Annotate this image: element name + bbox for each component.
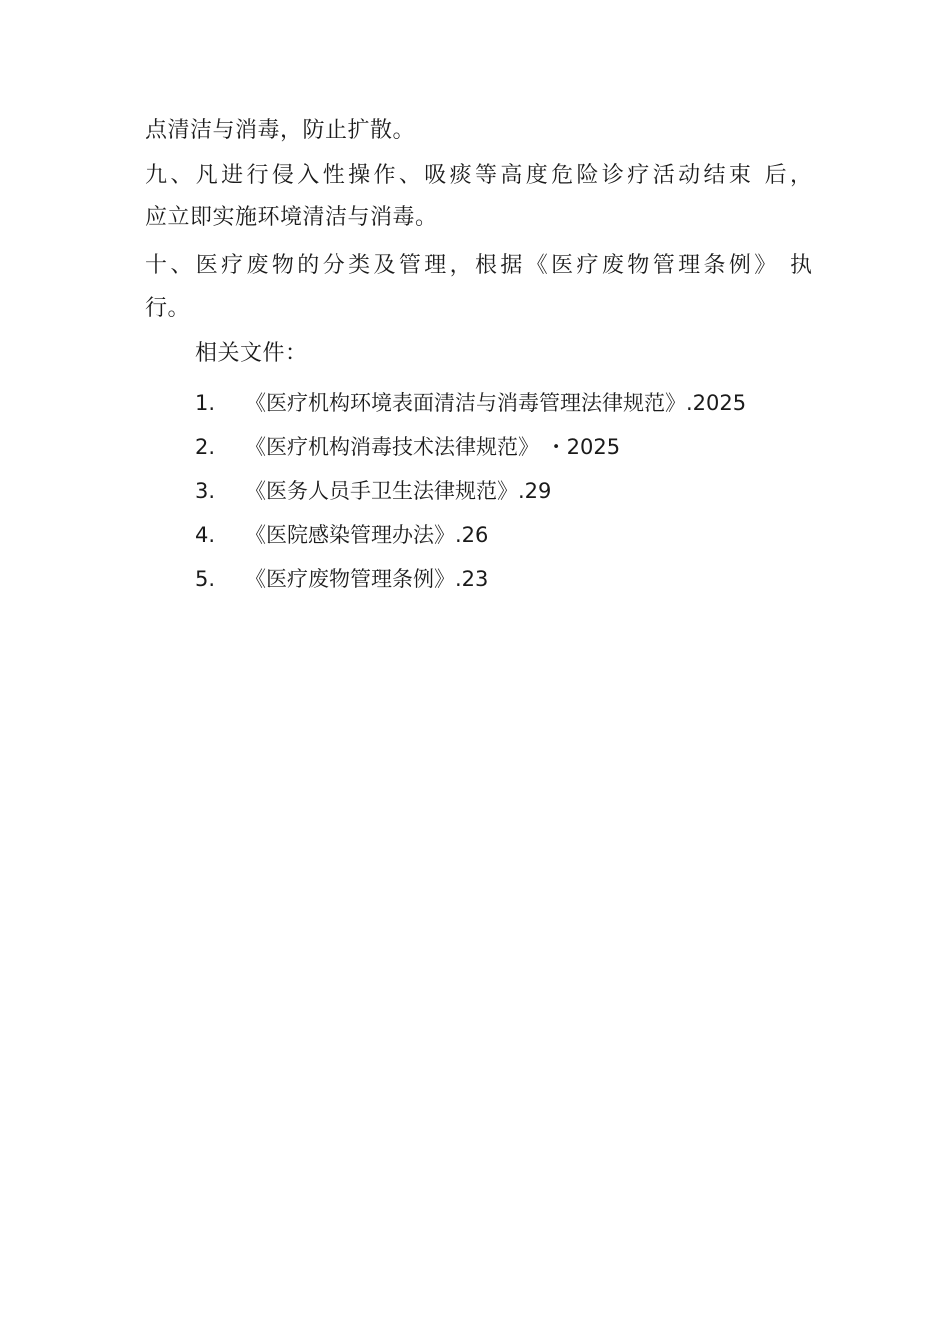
paragraph-9-line-2: 应立即实施环境清洁与消毒。 [145,205,438,230]
reference-title: 《医疗废物管理条例》.23 [245,567,489,591]
reference-item [195,432,620,462]
reference-title: 《医院感染管理办法》.26 [245,523,489,547]
related-documents-heading: 相关文件： [195,341,308,366]
reference-number: 5. [195,567,216,591]
reference-title: 《医疗机构环境表面清洁与消毒管理法律规范》.2025 [245,391,747,415]
reference-number: 2. [195,435,216,459]
reference-title: 《医疗机构消毒技术法律规范》 ・2025 [245,435,621,459]
reference-item [195,476,551,506]
reference-title: 《医务人员手卫生法律规范》.29 [245,479,552,503]
reference-number: 1. [195,391,216,415]
reference-item [195,520,488,550]
reference-item [195,388,746,418]
paragraph-10-line-2: 行。 [145,296,191,321]
paragraph-9-line-1: 九、凡进行侵入性操作、吸痰等高度危险诊疗活动结束 后， [145,163,812,188]
reference-number: 3. [195,479,216,503]
reference-item [195,564,488,594]
paragraph-10-line-1: 十、医疗废物的分类及管理，根据《医疗废物管理条例》 执 [145,253,812,278]
reference-number: 4. [195,523,216,547]
paragraph-8-tail: 点清洁与消毒，防止扩散。 [145,118,416,143]
